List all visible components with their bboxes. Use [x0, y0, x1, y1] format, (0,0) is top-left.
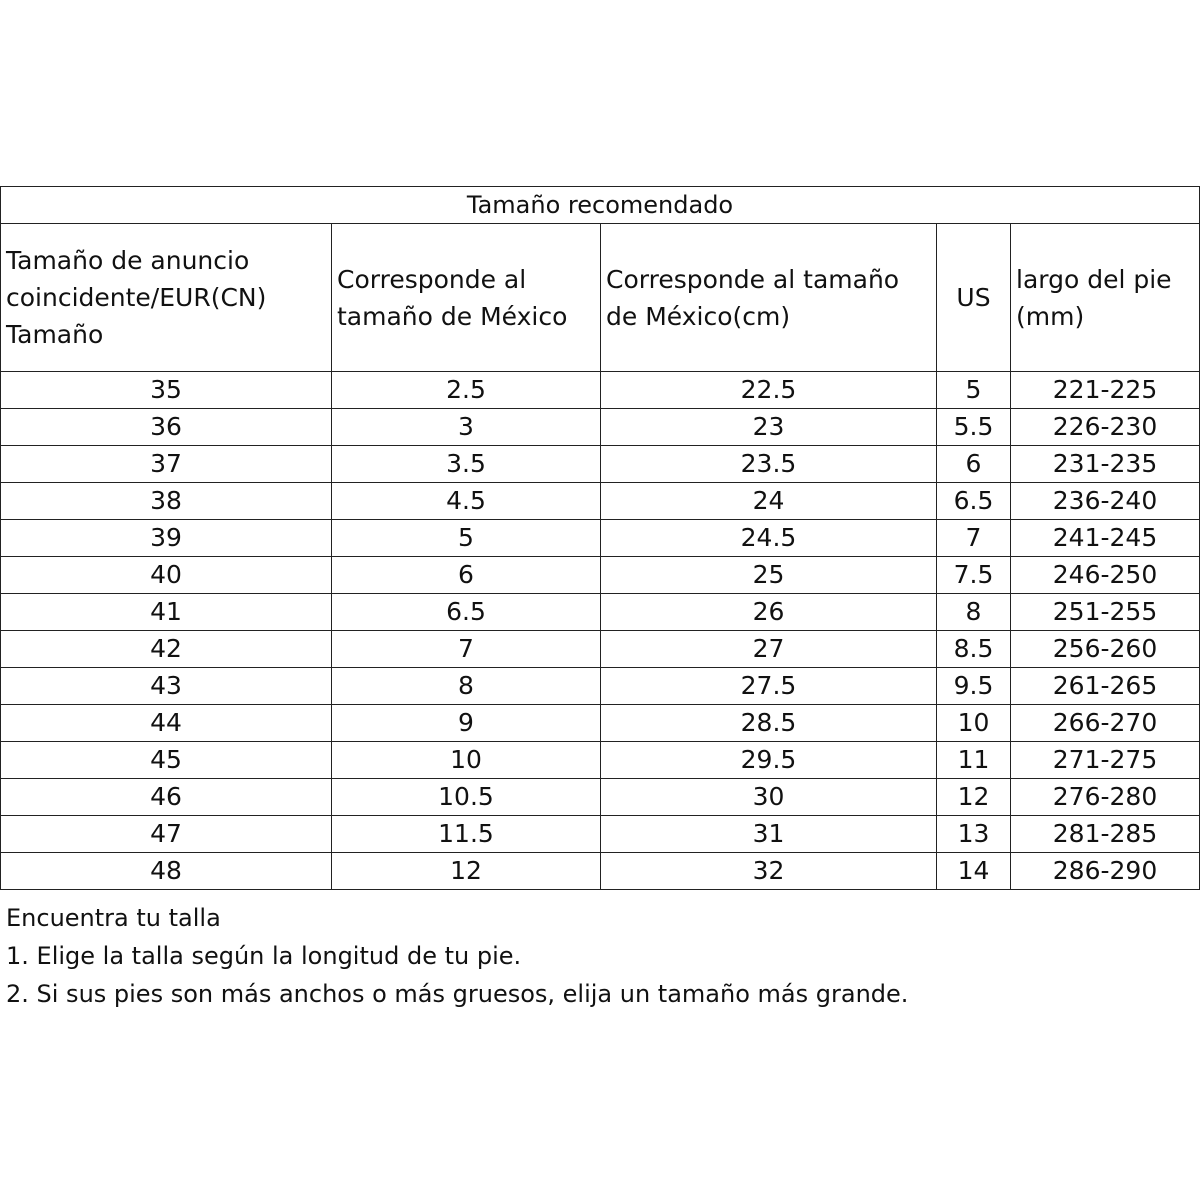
header-eur-size [1, 224, 332, 372]
table-cell: 6 [332, 557, 601, 594]
table-cell: 37 [1, 446, 332, 483]
header-line: coincidente/EUR(CN) [6, 283, 267, 312]
table-cell: 26 [601, 594, 937, 631]
table-cell: 236-240 [1011, 483, 1200, 520]
table-cell: 286-290 [1011, 853, 1200, 890]
table-cell: 6 [937, 446, 1011, 483]
table-row [1, 705, 1200, 742]
table-cell: 45 [1, 742, 332, 779]
header-us [937, 224, 1011, 372]
table-row [1, 594, 1200, 631]
header-row [1, 224, 1200, 372]
header-line: US [956, 283, 991, 312]
table-cell: 23.5 [601, 446, 937, 483]
table-cell: 24 [601, 483, 937, 520]
table-cell: 9.5 [937, 668, 1011, 705]
table-cell: 27.5 [601, 668, 937, 705]
table-cell: 10.5 [332, 779, 601, 816]
notes-item: 1. Elige la talla según la longitud de tu pie. [6, 942, 522, 970]
notes-heading: Encuentra tu talla [6, 904, 221, 932]
table-cell: 241-245 [1011, 520, 1200, 557]
table-cell: 22.5 [601, 372, 937, 409]
table-cell: 276-280 [1011, 779, 1200, 816]
table-row [1, 372, 1200, 409]
table-cell: 30 [601, 779, 937, 816]
table-cell: 35 [1, 372, 332, 409]
table-cell: 2.5 [332, 372, 601, 409]
title-row [1, 187, 1200, 224]
table-cell: 266-270 [1011, 705, 1200, 742]
notes-item: 2. Si sus pies son más anchos o más gruesos, elija un tamaño más grande. [6, 980, 909, 1008]
table-row [1, 520, 1200, 557]
table-row [1, 853, 1200, 890]
size-chart-table [0, 186, 1200, 890]
table-cell: 7 [332, 631, 601, 668]
header-line: Corresponde al tamaño [606, 264, 900, 294]
table-cell: 226-230 [1011, 409, 1200, 446]
table-row [1, 409, 1200, 446]
header-mexico-cm [601, 224, 937, 372]
table-row [1, 668, 1200, 705]
table-row [1, 742, 1200, 779]
table-cell: 24.5 [601, 520, 937, 557]
table-cell: 23 [601, 409, 937, 446]
table-cell: 27 [601, 631, 937, 668]
table-cell: 38 [1, 483, 332, 520]
header-line: de México(cm) [606, 301, 791, 331]
table-cell: 42 [1, 631, 332, 668]
table-cell: 39 [1, 520, 332, 557]
table-cell: 261-265 [1011, 668, 1200, 705]
table-cell: 9 [332, 705, 601, 742]
table-title: Tamaño recomendado [1, 187, 1200, 224]
table-cell: 31 [601, 816, 937, 853]
header-line: Corresponde al [337, 264, 527, 294]
header-foot-length [1011, 224, 1200, 372]
table-cell: 251-255 [1011, 594, 1200, 631]
table-cell: 3.5 [332, 446, 601, 483]
size-rows [1, 372, 1200, 890]
table-cell: 7.5 [937, 557, 1011, 594]
table-cell: 8 [937, 594, 1011, 631]
table-cell: 8.5 [937, 631, 1011, 668]
table-cell: 7 [937, 520, 1011, 557]
table-cell: 256-260 [1011, 631, 1200, 668]
table-cell: 6.5 [332, 594, 601, 631]
table-cell: 246-250 [1011, 557, 1200, 594]
table-cell: 12 [937, 779, 1011, 816]
table-cell: 14 [937, 853, 1011, 890]
table-cell: 11 [937, 742, 1011, 779]
table-row [1, 816, 1200, 853]
table-row [1, 483, 1200, 520]
table-cell: 271-275 [1011, 742, 1200, 779]
table-cell: 5 [332, 520, 601, 557]
table-cell: 29.5 [601, 742, 937, 779]
table-row [1, 631, 1200, 668]
table-cell: 231-235 [1011, 446, 1200, 483]
table-cell: 40 [1, 557, 332, 594]
table-row [1, 779, 1200, 816]
table-cell: 11.5 [332, 816, 601, 853]
table-cell: 6.5 [937, 483, 1011, 520]
table-cell: 10 [937, 705, 1011, 742]
table-cell: 36 [1, 409, 332, 446]
table-cell: 12 [332, 853, 601, 890]
table-cell: 41 [1, 594, 332, 631]
table-cell: 4.5 [332, 483, 601, 520]
table-cell: 46 [1, 779, 332, 816]
table-cell: 28.5 [601, 705, 937, 742]
table-cell: 221-225 [1011, 372, 1200, 409]
header-line: tamaño de México [337, 301, 568, 331]
table-cell: 10 [332, 742, 601, 779]
table-cell: 5 [937, 372, 1011, 409]
table-cell: 25 [601, 557, 937, 594]
table-row [1, 446, 1200, 483]
table-cell: 32 [601, 853, 937, 890]
table-cell: 8 [332, 668, 601, 705]
table-cell: 43 [1, 668, 332, 705]
header-line: (mm) [1016, 301, 1085, 331]
header-line: largo del pie [1016, 264, 1172, 294]
table-row [1, 557, 1200, 594]
table-cell: 47 [1, 816, 332, 853]
header-line: Tamaño de anuncio [6, 246, 250, 275]
table-cell: 48 [1, 853, 332, 890]
table-cell: 13 [937, 816, 1011, 853]
table-cell: 3 [332, 409, 601, 446]
header-mexico-size [332, 224, 601, 372]
size-notes [6, 899, 908, 1013]
table-cell: 281-285 [1011, 816, 1200, 853]
table-cell: 44 [1, 705, 332, 742]
header-line: Tamaño [6, 320, 104, 349]
table-cell: 5.5 [937, 409, 1011, 446]
